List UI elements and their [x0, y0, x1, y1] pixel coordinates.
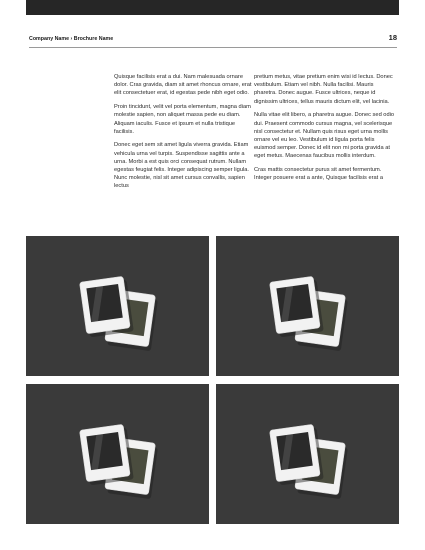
- page-number: 18: [388, 33, 397, 42]
- body-column-left: [114, 73, 255, 196]
- paragraph: Nulla vitae elit libero, a pharetra augue. Donec sed odio dui. Praesent commodo cursus magna, vel scelerisque nisl consectetur et. Nullam quis risus eget urna mollis ornare vel eu leo. Vestibulum id ligula porta felis euismod semper. Donec id elit non mi porta gravida at eget metus. Maecenas faucibus mollis interdum.: [254, 112, 395, 160]
- paragraph: Proin tincidunt, velit vel porta elementum, magna diam molestie sapien, non aliquet massa pede eu diam. Aliquam iaculis. Fusce et ipsum et nulla tristique facilisis.: [114, 104, 251, 135]
- image-grid: [26, 236, 399, 526]
- paragraph: Donec eget sem sit amet ligula viverra gravida. Etiam vehicula urna vel turpis. Suspendisse sagittis ante a urna. Morbi a est quis orci consequat rutrum. Nullam egestas feugiat felis. Integer adipiscing semper ligula. Nunc molestie, nisl sit amet cursus convallis, sapien lectus: [114, 142, 249, 190]
- breadcrumb: Company Name › Brochure Name: [29, 36, 114, 42]
- image-placeholder: [216, 236, 399, 376]
- image-placeholder: [26, 384, 209, 524]
- running-head: [29, 33, 397, 48]
- photo-slides-icon: [26, 384, 209, 524]
- image-placeholder: [216, 384, 399, 524]
- paragraph: Cras mattis consectetur purus sit amet fermentum. Integer posuere erat a ante, Quisque facilisis erat a: [254, 167, 383, 182]
- top-bar: [26, 0, 399, 15]
- image-placeholder: [26, 236, 209, 376]
- paragraph: pretium metus, vitae pretium enim wisi id lectus. Donec vestibulum. Etiam vel nibh. Nulla facilisi. Mauris pharetra. Donec augue. Fusce ultrices, neque id dignissim ultrices, tellus mauris dictum elit, vel lacinia.: [254, 74, 393, 105]
- photo-slides-icon: [216, 236, 399, 376]
- photo-slides-icon: [26, 236, 209, 376]
- body-column-right: [254, 73, 395, 188]
- photo-slides-icon: [216, 384, 399, 524]
- paragraph: Quisque facilisis erat a dui. Nam malesuada ornare dolor. Cras gravida, diam sit amet rhoncus ornare, erat elit consectetuer erat, id egestas pede nibh eget odio.: [114, 74, 252, 97]
